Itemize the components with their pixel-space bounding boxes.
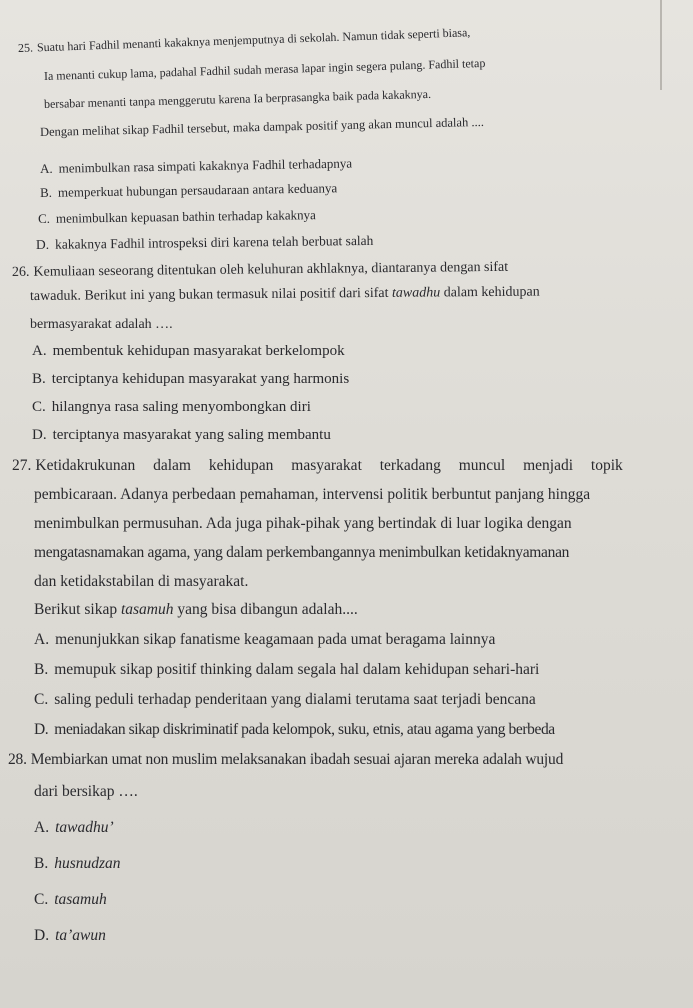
paper-fold-line xyxy=(660,0,662,90)
q25-line-2: Ia menanti cukup lama, padahal Fadhil sudah merasa lapar ingin segera pulang. Fadhil tetap xyxy=(43,55,486,83)
q28-number: 28. xyxy=(8,751,27,768)
q26-option-b: B. terciptanya kehidupan masyarakat yang harmonis xyxy=(32,371,350,387)
q27-option-d: D. meniadakan sikap diskriminatif pada kelompok, suku, etnis, atau agama yang berbeda xyxy=(34,721,555,738)
q27-line-2: pembicaraan. Adanya perbedaan pemahaman, intervensi politik berbuntut panjang hingga xyxy=(34,486,591,503)
q28-line-1: 28. Membiarkan umat non muslim melaksanakan ibadah sesuai ajaran mereka adalah wujud xyxy=(8,751,564,768)
q27-line-5: dan ketidakstabilan di masyarakat. xyxy=(34,573,249,590)
q27-option-b: B. memupuk sikap positif thinking dalam segala hal dalam kehidupan sehari-hari xyxy=(34,661,540,678)
q26-option-d: D. terciptanya masyarakat yang saling membantu xyxy=(32,427,331,443)
q25-line-1 xyxy=(18,26,471,54)
q28-option-d: D. ta’awun xyxy=(34,927,106,944)
q26-number: 26. xyxy=(11,264,30,280)
q26-line-1: 26. Kemuliaan seseorang ditentukan oleh keluhuran akhlaknya, diantaranya dengan sifat xyxy=(11,259,509,280)
q25-text-1: Suatu hari Fadhil menanti kakaknya menjemputnya di sekolah. Namun tidak seperti biasa, xyxy=(36,25,471,55)
q27-option-c: C. saling peduli terhadap penderitaan yang dialami terutama saat terjadi bencana xyxy=(34,691,536,708)
q26-option-a: A. membentuk kehidupan masyarakat berkelompok xyxy=(32,343,345,359)
q28-line-2: dari bersikap …. xyxy=(34,783,138,800)
q28-option-c: C. tasamuh xyxy=(34,891,107,908)
q26-option-c: C. hilangnya rasa saling menyombongkan diri xyxy=(32,399,311,415)
q25-option-b: B. memperkuat hubungan persaudaraan antara keduanya xyxy=(39,180,338,200)
q25-number: 25. xyxy=(17,40,34,55)
q27-line-4: mengatasnamakan agama, yang dalam perkembangannya menimbulkan ketidaknyamanan xyxy=(34,544,570,561)
q25-option-d: D. kakaknya Fadhil introspeksi diri karena telah berbuat salah xyxy=(35,232,374,252)
q25-option-c: C. menimbulkan kepuasan bathin terhadap kakaknya xyxy=(37,207,316,226)
q26-line-2: tawaduk. Berikut ini yang bukan termasuk nilai positif dari sifat tawadhu dalam kehidupan xyxy=(29,284,540,304)
q28-option-a: A. tawadhu’ xyxy=(34,819,114,836)
q27-line-3: menimbulkan permusuhan. Ada juga pihak-pihak yang bertindak di luar logika dengan xyxy=(34,515,572,532)
q27-prompt: Berikut sikap tasamuh yang bisa dibangun adalah.... xyxy=(34,601,358,618)
q27-line-1: 27. Ketidakrukunan dalam kehidupan masyarakat terkadang muncul menjadi topik xyxy=(12,457,623,474)
q26-line-3: bermasyarakat adalah …. xyxy=(30,317,173,332)
q25-option-a: A. menimbulkan rasa simpati kakaknya Fadhil terhadapnya xyxy=(39,155,353,176)
q27-option-a: A. menunjukkan sikap fanatisme keagamaan pada umat beragama lainnya xyxy=(34,631,496,648)
q25-line-4: Dengan melihat sikap Fadhil tersebut, maka dampak positif yang akan muncul adalah .... xyxy=(39,114,485,139)
q25-line-3: bersabar menanti tanpa menggerutu karena Ia berprasangka baik pada kakaknya. xyxy=(43,86,432,111)
q27-number: 27. xyxy=(12,457,32,474)
q28-option-b: B. husnudzan xyxy=(34,855,121,872)
